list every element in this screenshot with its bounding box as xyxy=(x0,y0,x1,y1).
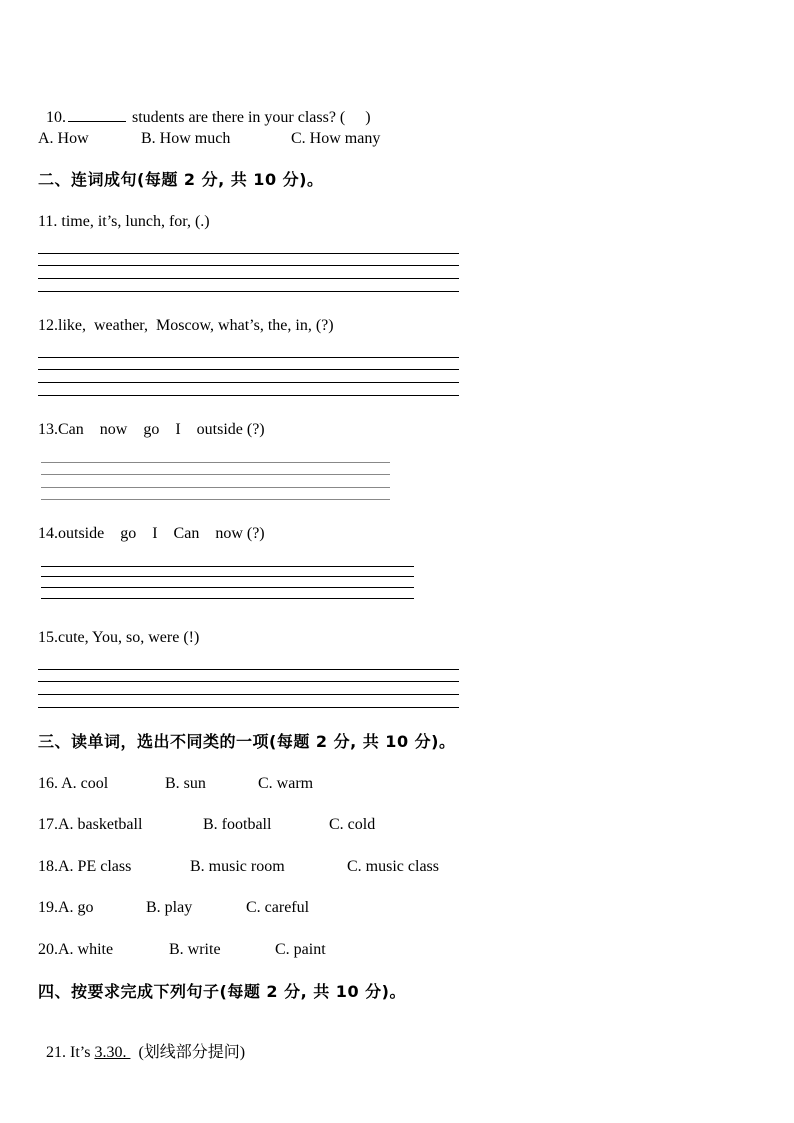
question-number: 10. xyxy=(46,109,66,126)
question-17-option-c: C. cold xyxy=(329,816,376,833)
question-18-option-c: C. music class xyxy=(347,858,439,875)
question-21 xyxy=(38,1023,245,1063)
question-11: 11. time, it’s, lunch, for, (.) xyxy=(38,213,210,230)
question-16-option-a: 16. A. cool xyxy=(38,775,109,792)
question-instruction: (划线部分提问) xyxy=(130,1044,246,1061)
question-14: 14.outside go I Can now (?) xyxy=(38,525,265,542)
question-20-option-c: C. paint xyxy=(275,941,326,958)
option-b: B. How much xyxy=(141,130,231,147)
answer-blank[interactable] xyxy=(68,107,126,122)
question-16-option-b: B. sun xyxy=(165,775,206,792)
question-20-option-b: B. write xyxy=(169,941,221,958)
question-17-option-a: 17.A. basketball xyxy=(38,816,143,833)
question-16-option-c: C. warm xyxy=(258,775,314,792)
question-19-option-c: C. careful xyxy=(246,899,310,916)
question-17-option-b: B. football xyxy=(203,816,272,833)
question-10 xyxy=(38,87,371,128)
question-text: students are there in your class? ( ) xyxy=(128,109,371,126)
question-20-option-a: 20.A. white xyxy=(38,941,114,958)
question-12: 12.like, weather, Moscow, what’s, the, in, (?) xyxy=(38,317,334,334)
option-c: C. How many xyxy=(291,130,381,147)
question-18-option-a: 18.A. PE class xyxy=(38,858,132,875)
question-19-option-b: B. play xyxy=(146,899,193,916)
section-4-heading: 四、按要求完成下列句子(每题 2 分, 共 10 分)。 xyxy=(38,982,406,1001)
question-13: 13.Can now go I outside (?) xyxy=(38,421,265,438)
question-15: 15.cute, You, so, were (!) xyxy=(38,629,200,646)
underlined-answer: 3.30. xyxy=(94,1044,131,1061)
option-a: A. How xyxy=(38,130,89,147)
section-2-heading: 二、连词成句(每题 2 分, 共 10 分)。 xyxy=(38,170,324,189)
question-text: 21. It’s xyxy=(46,1044,95,1061)
question-18-option-b: B. music room xyxy=(190,858,285,875)
section-3-heading: 三、读单词，选出不同类的一项(每题 2 分, 共 10 分)。 xyxy=(38,732,456,751)
question-19-option-a: 19.A. go xyxy=(38,899,94,916)
